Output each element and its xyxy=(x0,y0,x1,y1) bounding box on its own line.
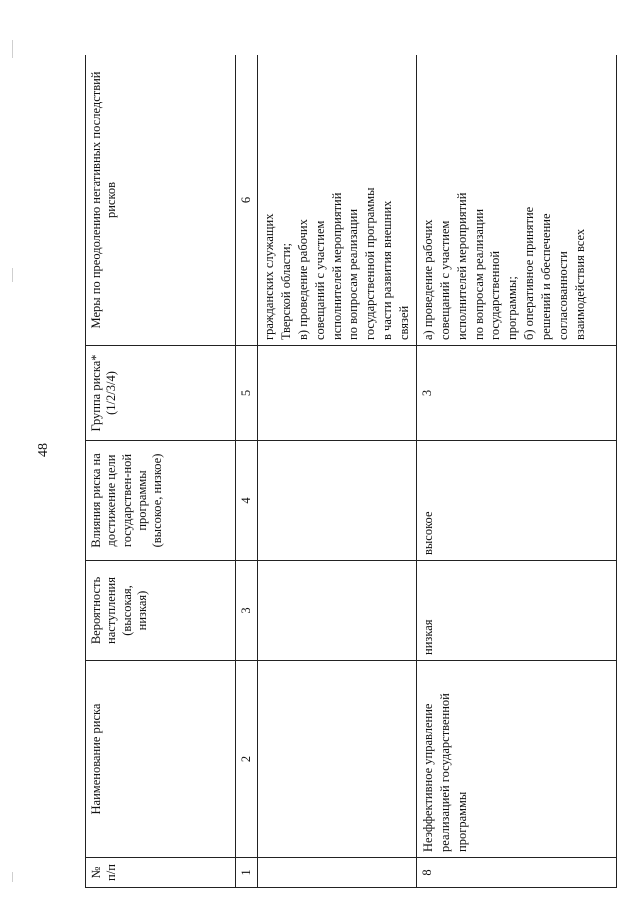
measure-line: государственной xyxy=(488,250,503,340)
row-probability: низкая xyxy=(416,561,616,661)
measure-line: связей xyxy=(397,305,411,340)
column-number-row xyxy=(236,55,258,888)
row-group xyxy=(258,346,417,441)
row-no xyxy=(258,858,417,888)
measure-line: государственной программы xyxy=(363,187,378,340)
measure-line: совещаний с участием xyxy=(312,220,327,340)
row-name: Неэффективное управление реализацией государственной программы xyxy=(416,661,616,858)
measure-line: в) проведение рабочих xyxy=(295,219,310,340)
measure-line: б) оперативное принятие xyxy=(522,206,537,340)
row-impact xyxy=(258,441,417,561)
measure-line: согласованности xyxy=(555,251,570,340)
measure-line: Тверской области; xyxy=(278,243,293,340)
row-no: 8 xyxy=(416,858,616,888)
measure-line: взаимодействия всех xyxy=(572,228,587,340)
scan-mark xyxy=(12,872,13,882)
measure-line: в части развития внешних xyxy=(380,200,395,340)
risk-table xyxy=(85,55,617,888)
row-impact: высокое xyxy=(416,441,616,561)
measure-line: по вопросам реализации xyxy=(346,208,361,340)
measure-line: по вопросам реализации xyxy=(471,208,486,340)
measure-line: гражданских служащих xyxy=(262,213,276,340)
measure-line: исполнителей мероприятий xyxy=(329,192,344,340)
col-number: 5 xyxy=(236,346,258,441)
measure-line: исполнителей мероприятий xyxy=(454,192,469,340)
row-measures xyxy=(258,55,417,346)
col-number: 2 xyxy=(236,661,258,858)
table-row xyxy=(258,55,417,888)
measure-line: решений и обеспечение xyxy=(539,213,553,340)
header-group: Группа риска* (1/2/3/4) xyxy=(86,346,236,441)
table-row xyxy=(416,55,616,888)
scan-mark xyxy=(12,40,13,58)
measure-line: совещаний с участием xyxy=(437,220,452,340)
col-number: 3 xyxy=(236,561,258,661)
table-header-row xyxy=(86,55,236,888)
row-probability xyxy=(258,561,417,661)
header-impact: Влияния риска на достижение цели государствен-ной программы (высокое, низкое) xyxy=(86,441,236,561)
row-measures xyxy=(416,55,616,346)
row-name xyxy=(258,661,417,858)
header-probability: Вероятность наступления (высокая, низкая) xyxy=(86,561,236,661)
col-number: 6 xyxy=(236,55,258,346)
col-number: 1 xyxy=(236,858,258,888)
row-group: 3 xyxy=(416,346,616,441)
header-no: № п/п xyxy=(86,858,236,888)
col-number: 4 xyxy=(236,441,258,561)
measure-line: программы; xyxy=(505,276,520,340)
page-number: 48 xyxy=(36,443,51,457)
scan-mark xyxy=(12,268,13,282)
header-name: Наименование риска xyxy=(86,661,236,858)
header-measures: Меры по преодолению негативных последствий рисков xyxy=(86,55,236,346)
measure-line: а) проведение рабочих xyxy=(420,219,435,340)
rotated-table-wrapper xyxy=(85,55,617,888)
